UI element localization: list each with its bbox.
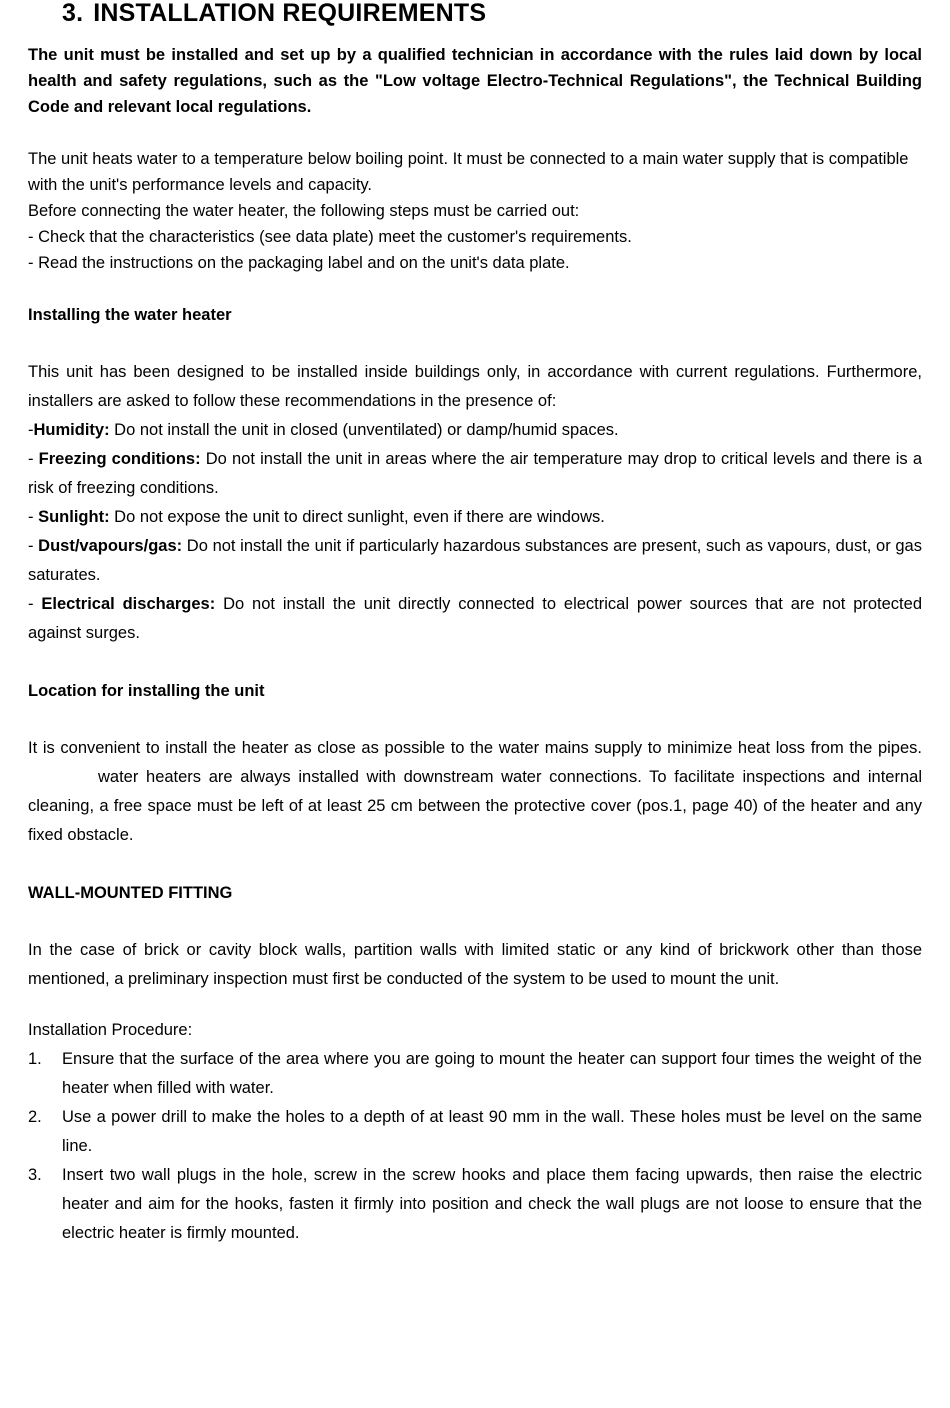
condition-prefix: -: [28, 595, 42, 613]
section-heading: [62, 0, 922, 26]
intro-paragraph: The unit heats water to a temperature below boiling point. It must be connected to a main water supply that is compatible with the unit's performance levels and capacity.: [28, 150, 909, 194]
installing-heading: Installing the water heater: [28, 306, 232, 324]
spacer: [28, 328, 922, 358]
intro-step-check: - Check that the characteristics (see data plate) meet the customer's requirements.: [28, 228, 632, 246]
step-number: 2.: [28, 1108, 42, 1126]
spacer: [28, 994, 922, 1016]
condition-label: Sunlight:: [38, 508, 110, 526]
location-paragraph: [28, 734, 922, 850]
procedure-label: Installation Procedure:: [28, 1021, 193, 1039]
spacer: [28, 906, 922, 936]
step-number: 1.: [28, 1050, 42, 1068]
intro-step-read: - Read the instructions on the packaging label and on the unit's data plate.: [28, 254, 570, 272]
condition-label: Dust/vapours/gas:: [38, 537, 183, 555]
installing-paragraph: This unit has been designed to be installed inside buildings only, in accordance with current regulations. Furthermore, installers are asked to follow these recommendations in the presence of:: [28, 363, 922, 410]
condition-prefix: -: [28, 450, 39, 468]
step-text: Insert two wall plugs in the hole, screw in the screw hooks and place them facing upwards, then raise the electric heater and aim for the hooks, fasten it firmly into position and check the wall plugs are not loose to ensure that the electric heater is firmly mounted.: [62, 1166, 922, 1242]
intro-steps-lead: Before connecting the water heater, the following steps must be carried out:: [28, 202, 580, 220]
condition-text: Do not expose the unit to direct sunlight, even if there are windows.: [109, 508, 605, 526]
location-text-a: It is convenient to install the heater as close as possible to the water mains supply to minimize heat loss from the pipes.: [28, 739, 922, 757]
step-number: 3.: [28, 1166, 42, 1184]
wall-heading: WALL-MOUNTED FITTING: [28, 884, 233, 902]
condition-electrical: [28, 590, 922, 648]
list-item: [28, 1045, 922, 1103]
condition-prefix: -: [28, 508, 39, 526]
condition-label: Humidity:: [33, 421, 110, 439]
section-number: 3.: [62, 0, 84, 27]
spacer: [28, 850, 922, 880]
section-title: INSTALLATION REQUIREMENTS: [93, 0, 487, 27]
procedure-list: [28, 1045, 922, 1248]
condition-prefix: -: [28, 537, 39, 555]
condition-text: Do not install the unit in areas where the air temperature may drop to critical levels and there is a risk of freezing conditions.: [28, 450, 922, 497]
list-item: [28, 1103, 922, 1161]
condition-prefix: -: [28, 421, 34, 439]
spacer: [28, 120, 922, 146]
spacer: [28, 648, 922, 678]
condition-text: Do not install the unit directly connected to electrical power sources that are not protected against surges.: [28, 595, 922, 642]
spacer: [28, 276, 922, 302]
wall-paragraph: In the case of brick or cavity block walls, partition walls with limited static or any kind of brickwork other than those mentioned, a preliminary inspection must first be conducted of the system to be used to mount the unit.: [28, 941, 922, 988]
condition-text: Do not install the unit if particularly hazardous substances are present, such as vapours, dust, or gas saturates.: [28, 537, 922, 584]
list-item: [28, 1161, 922, 1248]
condition-sunlight: [28, 503, 922, 532]
condition-freezing: [28, 445, 922, 503]
location-text-b: water heaters are always installed with downstream water connections. To facilitate inspections and internal cleaning, a free space must be left of at least 25 cm between the protective cover (pos.1, page 40) of the heater and any fixed obstacle.: [28, 768, 922, 844]
condition-dust: [28, 532, 922, 590]
document-page: [28, 0, 922, 1248]
condition-label: Freezing conditions:: [38, 450, 201, 468]
condition-label: Electrical discharges:: [41, 595, 216, 613]
condition-text: Do not install the unit in closed (unventilated) or damp/humid spaces.: [109, 421, 619, 439]
step-text: Ensure that the surface of the area where you are going to mount the heater can support four times the weight of the heater when filled with water.: [62, 1050, 922, 1097]
intro-bold-paragraph: The unit must be installed and set up by a qualified technician in accordance with the rules laid down by local health and safety regulations, such as the "Low voltage Electro-Technical Regulations", the Technical Building Code and relevant local regulations.: [28, 46, 922, 116]
step-text: Use a power drill to make the holes to a depth of at least 90 mm in the wall. These holes must be level on the same line.: [62, 1108, 922, 1155]
location-heading: Location for installing the unit: [28, 682, 265, 700]
condition-humidity: [28, 416, 922, 445]
spacer: [28, 704, 922, 734]
